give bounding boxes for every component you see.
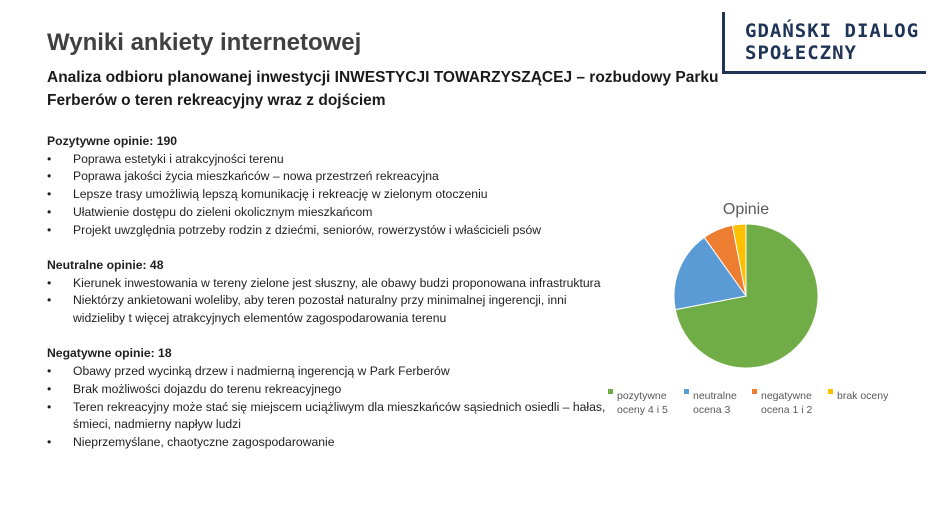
legend-label-1-1: ocena 3	[693, 404, 731, 416]
list-item: • Projekt uwzględnia potrzeby rodzin z dziećmi, seniorów, rowerzystów i właścicieli psów	[47, 222, 607, 240]
list-item: • Nieprzemyślane, chaotyczne zagospodarowanie	[47, 434, 607, 452]
opinions-text	[47, 133, 607, 469]
list-item: • Ułatwienie dostępu do zieleni okolicznym mieszkańcom	[47, 204, 607, 222]
legend-label-3-0: brak oceny	[837, 390, 889, 402]
legend-label-0-1: oceny 4 i 5	[617, 404, 668, 416]
list-item: • Poprawa estetyki i atrakcyjności terenu	[47, 151, 607, 169]
page-subtitle: Analiza odbioru planowanej inwestycji INWESTYCJI TOWARZYSZĄCEJ – rozbudowy Parku Ferberów o teren rekreacyjny wraz z dojściem	[47, 69, 719, 109]
list-item: • Obawy przed wycinką drzew i nadmierną ingerencją w Park Ferberów	[47, 363, 607, 381]
list-item: • Niektórzy ankietowani woleliby, aby teren pozostał naturalny przy minimalnej ingerencji, inni widzieliby t więcej atrakcyjnych elementów zagospodarowania terenu	[47, 292, 607, 327]
legend-label-0-0: pozytywne	[617, 390, 667, 402]
positive-section	[47, 133, 607, 239]
logo-line-2: SPOŁECZNY	[745, 42, 857, 64]
list-item: • Poprawa jakości życia mieszkańców – nowa przestrzeń rekreacyjna	[47, 168, 607, 186]
legend-marker-0	[608, 389, 613, 394]
legend-marker-3	[828, 389, 833, 394]
positive-heading: Pozytywne opinie: 190	[47, 134, 178, 148]
list-item: • Lepsze trasy umożliwią lepszą komunikację i rekreację w zielonym otoczeniu	[47, 186, 607, 204]
page-title: Wyniki ankiety internetowej	[47, 29, 362, 56]
legend-label-2-0: negatywne	[761, 390, 812, 402]
list-item: • Kierunek inwestowania w tereny zielone jest słuszny, ale obawy budzi proponowana infrastruktura	[47, 275, 607, 293]
legend-marker-1	[684, 389, 689, 394]
logo	[722, 12, 926, 74]
negative-heading: Negatywne opinie: 18	[47, 346, 172, 361]
chart-title: Opinie	[722, 201, 770, 218]
list-item: • Brak możliwości dojazdu do terenu rekreacyjnego	[47, 381, 607, 399]
logo-line-1: GDAŃSKI DIALOG	[745, 20, 920, 42]
neutral-section	[47, 257, 607, 328]
legend-marker-2	[752, 389, 757, 394]
neutral-heading: Neutralne opinie: 48	[47, 257, 164, 272]
legend-label-2-1: ocena 1 i 2	[761, 404, 813, 416]
legend-label-1-0: neutralne	[693, 390, 737, 402]
list-item: • Teren rekreacyjny może stać się miejscem uciążliwym dla mieszkańców sąsiednich osiedli – hałas, śmieci, nadmierny napływ ludzi	[47, 399, 607, 434]
pie-chart	[600, 192, 920, 422]
opinions-chart	[600, 192, 920, 422]
negative-section	[47, 345, 607, 451]
